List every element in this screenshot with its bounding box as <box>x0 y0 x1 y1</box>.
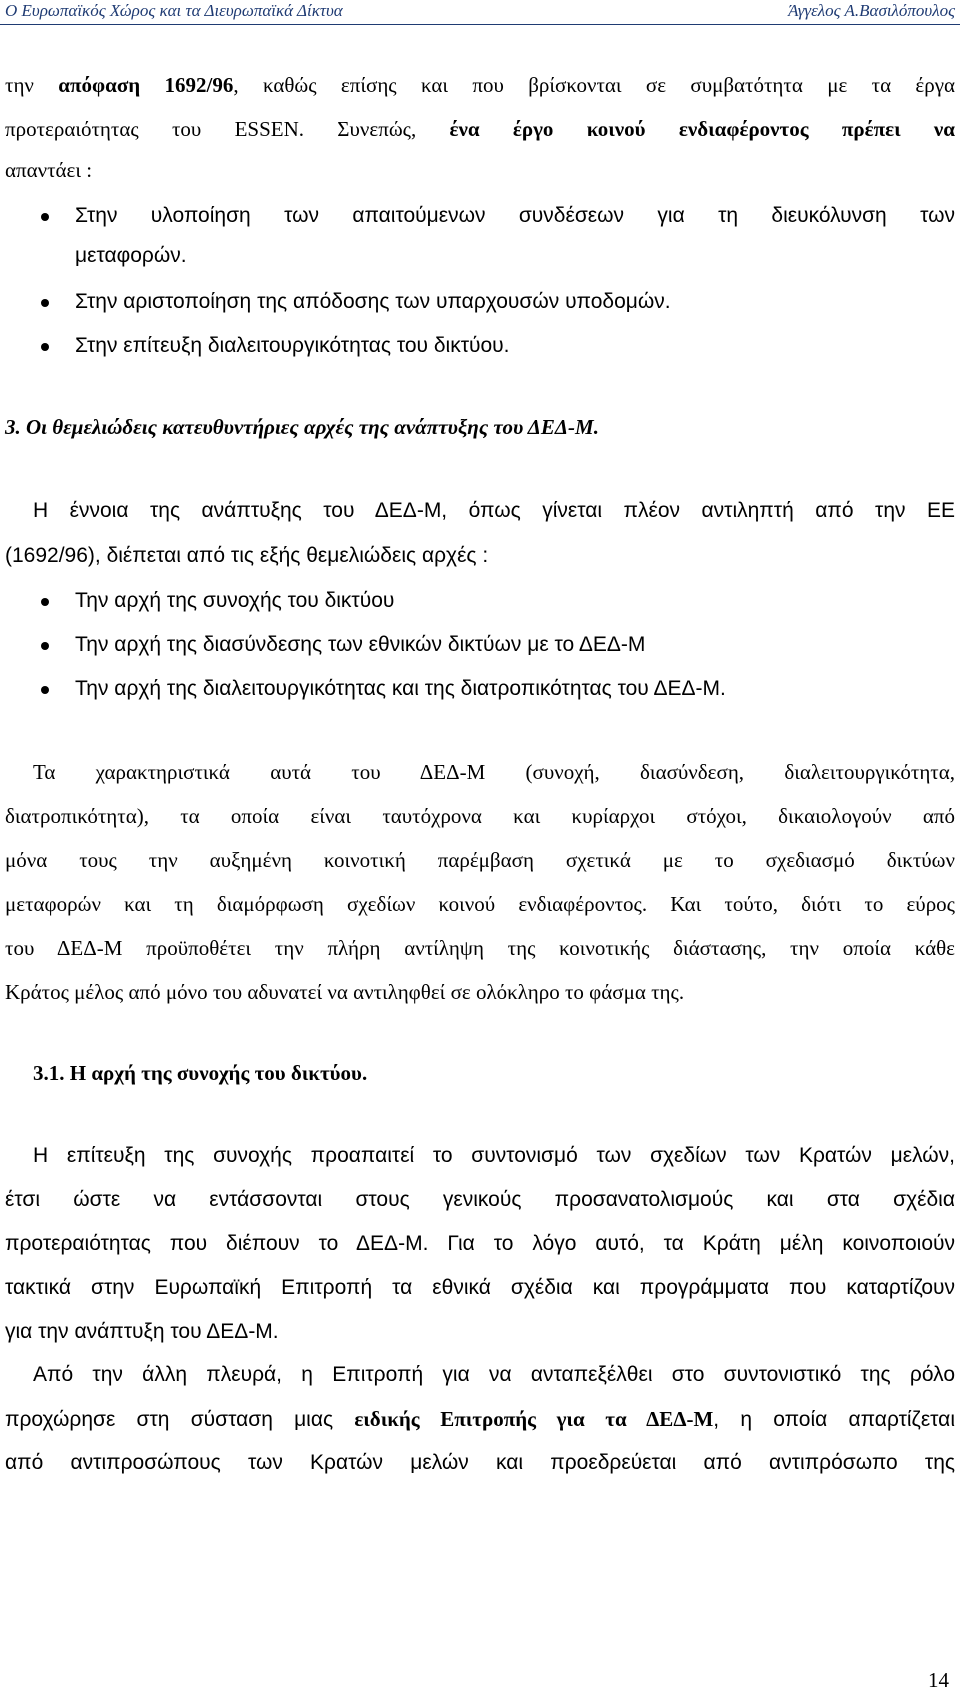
paragraph-line: Η έννοια της ανάπτυξης του ΔΕΔ-Μ, όπως γίνεται πλέον αντιληπτή από την ΕΕ <box>33 499 955 522</box>
paragraph-line: Η επίτευξη της συνοχής προαπαιτεί το συντονισμό των σχεδίων των Κρατών μελών, <box>33 1144 955 1167</box>
list-item: Στην υλοποίηση των απαιτούμενων συνδέσεων για τη διευκόλυνση των <box>75 204 955 227</box>
subsection-heading: 3.1. Η αρχή της συνοχής του δικτύου. <box>33 1061 368 1085</box>
bullet-icon <box>41 686 49 694</box>
paragraph-line: του ΔΕΔ-Μ προϋποθέτει την πλήρη αντίληψη της κοινοτικής διάστασης, την οποία κάθε <box>5 936 955 960</box>
paragraph-line: τακτικά στην Ευρωπαϊκή Επιτροπή τα εθνικά σχέδια και προγράμματα που καταρτίζουν <box>5 1276 955 1299</box>
paragraph-line: (1692/96), διέπεται από τις εξής θεμελιώδεις αρχές : <box>5 544 489 567</box>
paragraph-line: Κράτος μέλος από μόνο του αδυνατεί να αντιληφθεί σε ολόκληρο το φάσμα της. <box>5 980 685 1004</box>
committee-emphasis: ειδικής Επιτροπής για τα ΔΕΔ-Μ <box>354 1407 714 1431</box>
list-item: Στην επίτευξη διαλειτουργικότητας του δικτύου. <box>75 334 510 357</box>
paragraph-line: Τα χαρακτηριστικά αυτά του ΔΕΔ-Μ (συνοχή, διασύνδεση, διαλειτουργικότητα, <box>33 760 955 784</box>
section-heading: 3. Οι θεμελιώδεις κατευθυντήριες αρχές της ανάπτυξης του ΔΕΔ-Μ. <box>5 415 599 439</box>
paragraph-line: Από την άλλη πλευρά, η Επιτροπή για να ανταπεξέλθει στο συντονιστικό της ρόλο <box>33 1363 955 1386</box>
paragraph-line: την απόφαση 1692/96, καθώς επίσης και που βρίσκονται σε συμβατότητα με τα έργα <box>5 73 956 97</box>
list-item: Την αρχή της διασύνδεσης των εθνικών δικτύων με το ΔΕΔ-Μ <box>75 633 646 656</box>
paragraph-line: απαντάει : <box>5 158 93 182</box>
paragraph-line: προτεραιότητας του ESSEN. Συνεπώς, ένα έργο κοινού ενδιαφέροντος πρέπει να <box>5 117 955 141</box>
list-item-continuation: μεταφορών. <box>75 244 187 267</box>
bullet-icon <box>41 299 49 307</box>
page-header <box>0 0 960 24</box>
header-title: Ο Ευρωπαϊκός Χώρος και τα Διευρωπαϊκά Δίκτυα <box>5 1 343 20</box>
list-item: Την αρχή της συνοχής του δικτύου <box>75 589 395 612</box>
paragraph-line: έτσι ώστε να εντάσσονται στους γενικούς προσανατολισμούς και στα σχέδια <box>5 1188 955 1211</box>
page-number: 14 <box>928 1668 949 1692</box>
paragraph-line: προχώρησε στη σύσταση μιας ειδικής Επιτροπής για τα ΔΕΔ-Μ, η οποία απαρτίζεται <box>5 1407 955 1431</box>
paragraph-line: από αντιπροσώπους των Κρατών μελών και προεδρεύεται από αντιπρόσωπο της <box>5 1451 955 1474</box>
list-item: Την αρχή της διαλειτουργικότητας και της διατροπικότητας του ΔΕΔ-Μ. <box>75 677 726 700</box>
header-rule <box>0 24 960 25</box>
bullet-icon <box>41 213 49 221</box>
bullet-icon <box>41 642 49 650</box>
header-author: Άγγελος Α.Βασιλόπουλος <box>788 1 955 20</box>
paragraph-line: μόνα τους την αυξημένη κοινοτική παρέμβαση σχετικά με το σχεδιασμό δικτύων <box>5 848 955 872</box>
bullet-icon <box>41 598 49 606</box>
decision-reference: απόφαση 1692/96 <box>58 73 234 97</box>
paragraph-line: προτεραιότητας που διέπουν το ΔΕΔ-Μ. Για το λόγο αυτό, τα Κράτη μέλη κοινοποιούν <box>5 1232 955 1255</box>
bullet-icon <box>41 343 49 351</box>
paragraph-line: διατροπικότητα), τα οποία είναι ταυτόχρονα και κυρίαρχοι στόχοι, δικαιολογούν από <box>5 804 955 828</box>
list-item: Στην αριστοποίηση της απόδοσης των υπαρχουσών υποδομών. <box>75 290 671 313</box>
paragraph-line: μεταφορών και τη διαμόρφωση σχεδίων κοινού ενδιαφέροντος. Και τούτο, διότι το εύρος <box>5 892 955 916</box>
emphasis-text: ένα έργο κοινού ενδιαφέροντος πρέπει να <box>449 117 955 141</box>
paragraph-line: για την ανάπτυξη του ΔΕΔ-Μ. <box>5 1320 279 1343</box>
